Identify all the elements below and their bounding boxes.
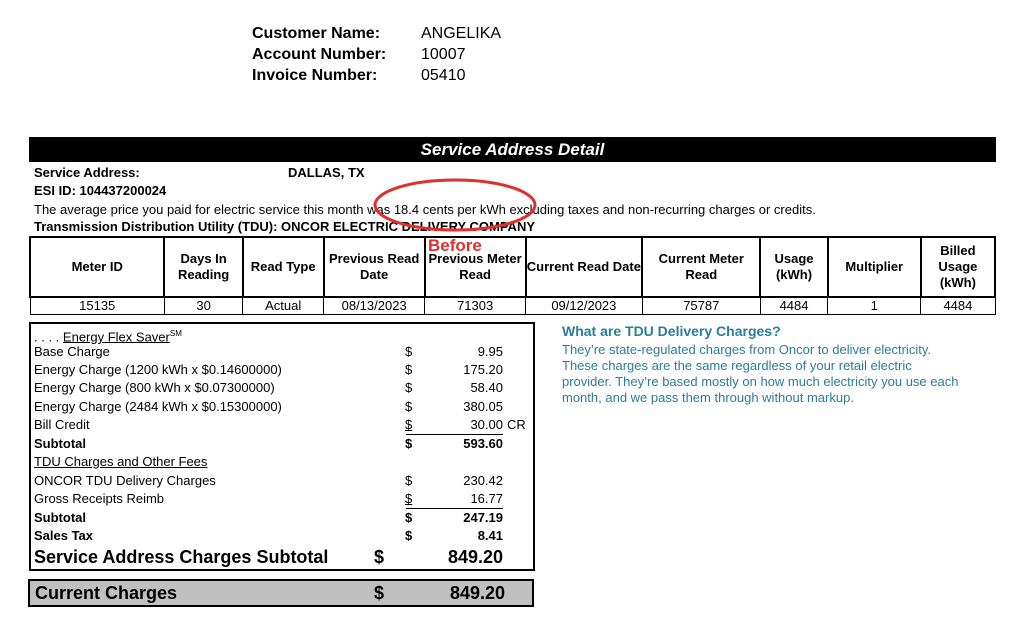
tdu-info-text: They’re state-regulated charges from Oncor to deliver electricity. These charges are the same regardless of your retail electric provider. They’re based mostly on how much electricity you use each month, and we pass them through without markup. <box>562 342 959 405</box>
current-charges-bar <box>28 579 534 607</box>
plan-name-row <box>31 325 533 343</box>
dollar-sign: $ <box>374 547 385 567</box>
customer-name-value: ANGELIKA <box>421 25 502 42</box>
tdu-section-heading-row <box>31 453 533 471</box>
dollar-sign: $ <box>405 510 413 525</box>
col-usage: Usage (kWh) <box>760 237 827 297</box>
charges-box <box>29 322 535 571</box>
dollar-sign: $ <box>405 380 413 395</box>
subtotal-amount: 247.19 <box>463 510 503 525</box>
charge-label: Energy Charge (1200 kWh x $0.14600000) <box>34 362 282 377</box>
tdu-info-title: What are TDU Delivery Charges? <box>562 323 781 339</box>
average-price-text: The average price you paid for electric service this month was 18.4 cents per kWh excluding taxes and non-recurring charges or credits. <box>34 202 816 217</box>
service-subtotal-label: Service Address Charges Subtotal <box>34 547 329 567</box>
col-read-type: Read Type <box>243 237 324 297</box>
highlight-circle-annotation <box>373 178 537 232</box>
dollar-sign: $ <box>405 399 413 414</box>
esi-id: ESI ID: 104437200024 <box>34 183 167 198</box>
service-address-value: DALLAS, TX <box>288 165 365 180</box>
charge-label: Base Charge <box>34 344 110 359</box>
charge-label: Energy Charge (2484 kWh x $0.15300000) <box>34 399 282 414</box>
dollar-sign: $ <box>405 344 413 359</box>
charge-amount: 175.20 <box>463 362 503 377</box>
table-cell: 4484 <box>760 297 827 315</box>
meter-table <box>29 236 996 315</box>
subtotal-label: Subtotal <box>34 510 86 525</box>
table-cell: 71303 <box>425 297 526 315</box>
table-cell: Actual <box>243 297 324 315</box>
service-subtotal-row <box>31 545 533 569</box>
sales-tax-row <box>31 527 533 545</box>
list-item <box>31 398 533 416</box>
col-previous-read-date: Previous Read Date <box>324 237 425 297</box>
table-cell: 1 <box>828 297 921 315</box>
table-cell: 75787 <box>642 297 760 315</box>
col-current-meter-read: Current Meter Read <box>642 237 760 297</box>
table-cell: 08/13/2023 <box>324 297 425 315</box>
tdu-provider-text: Transmission Distribution Utility (TDU): ONCOR ELECTRIC DELIVERY COMPANY <box>34 219 536 234</box>
dollar-sign: $ <box>405 362 413 377</box>
tdu-section-heading: TDU Charges and Other Fees <box>34 454 208 469</box>
table-cell: 4484 <box>921 297 995 315</box>
charge-amount: 230.42 <box>463 473 503 488</box>
service-address-detail-header: Service Address Detail <box>29 137 996 162</box>
invoice-number-value: 05410 <box>421 67 466 84</box>
charge-amount: 380.05 <box>463 399 503 414</box>
list-item <box>31 490 533 508</box>
list-item <box>31 361 533 379</box>
table-row <box>30 297 995 315</box>
charge-label: ONCOR TDU Delivery Charges <box>34 473 216 488</box>
charge-amount: 58.40 <box>470 380 503 395</box>
dollar-sign: $ <box>374 583 385 603</box>
plan-service-mark: SM <box>169 329 182 338</box>
col-previous-meter-read: Previous Meter Read <box>425 237 526 297</box>
invoice-number-label: Invoice Number: <box>252 67 378 84</box>
current-charges-amount: 849.20 <box>449 583 505 603</box>
current-charges-label: Current Charges <box>35 583 178 603</box>
charge-amount: 16.77 <box>470 491 503 506</box>
subtotal-label: Subtotal <box>34 436 86 451</box>
table-cell: 30 <box>164 297 242 315</box>
list-item <box>31 379 533 397</box>
account-number-value: 10007 <box>421 46 466 63</box>
dollar-sign: $ <box>405 473 413 488</box>
plan-name: Energy Flex Saver <box>62 329 170 345</box>
sales-tax-label: Sales Tax <box>34 528 94 543</box>
service-address-label: Service Address: <box>34 165 140 180</box>
charge-label: Bill Credit <box>34 417 90 432</box>
service-subtotal-amount: 849.20 <box>447 547 503 567</box>
col-meter-id: Meter ID <box>30 237 164 297</box>
charge-amount: 9.95 <box>477 344 503 359</box>
sales-tax-amount: 8.41 <box>477 528 503 543</box>
subtotal-amount: 593.60 <box>463 436 503 451</box>
table-cell: 09/12/2023 <box>526 297 643 315</box>
dollar-sign: $ <box>405 417 413 432</box>
table-cell: 15135 <box>30 297 164 315</box>
list-item <box>31 472 533 490</box>
dollar-sign: $ <box>405 491 413 506</box>
dollar-sign: $ <box>405 528 413 543</box>
col-multiplier: Multiplier <box>828 237 921 297</box>
credit-suffix: CR <box>507 417 526 432</box>
col-current-read-date: Current Read Date <box>526 237 643 297</box>
charge-label: Energy Charge (800 kWh x $0.07300000) <box>34 380 275 395</box>
subtotal-row <box>31 435 533 453</box>
charge-label: Gross Receipts Reimb <box>34 491 165 506</box>
list-item <box>31 343 533 361</box>
account-number-label: Account Number: <box>252 46 387 63</box>
dollar-sign: $ <box>405 436 413 451</box>
customer-name-label: Customer Name: <box>252 25 381 42</box>
charge-amount: 30.00 <box>470 417 503 432</box>
list-item <box>31 416 533 434</box>
col-days-in-reading: Days In Reading <box>164 237 242 297</box>
col-billed-usage: Billed Usage (kWh) <box>921 237 995 297</box>
before-annotation-label: Before <box>428 236 482 255</box>
subtotal-row <box>31 509 533 527</box>
plan-prefix: . . . . <box>34 329 60 345</box>
